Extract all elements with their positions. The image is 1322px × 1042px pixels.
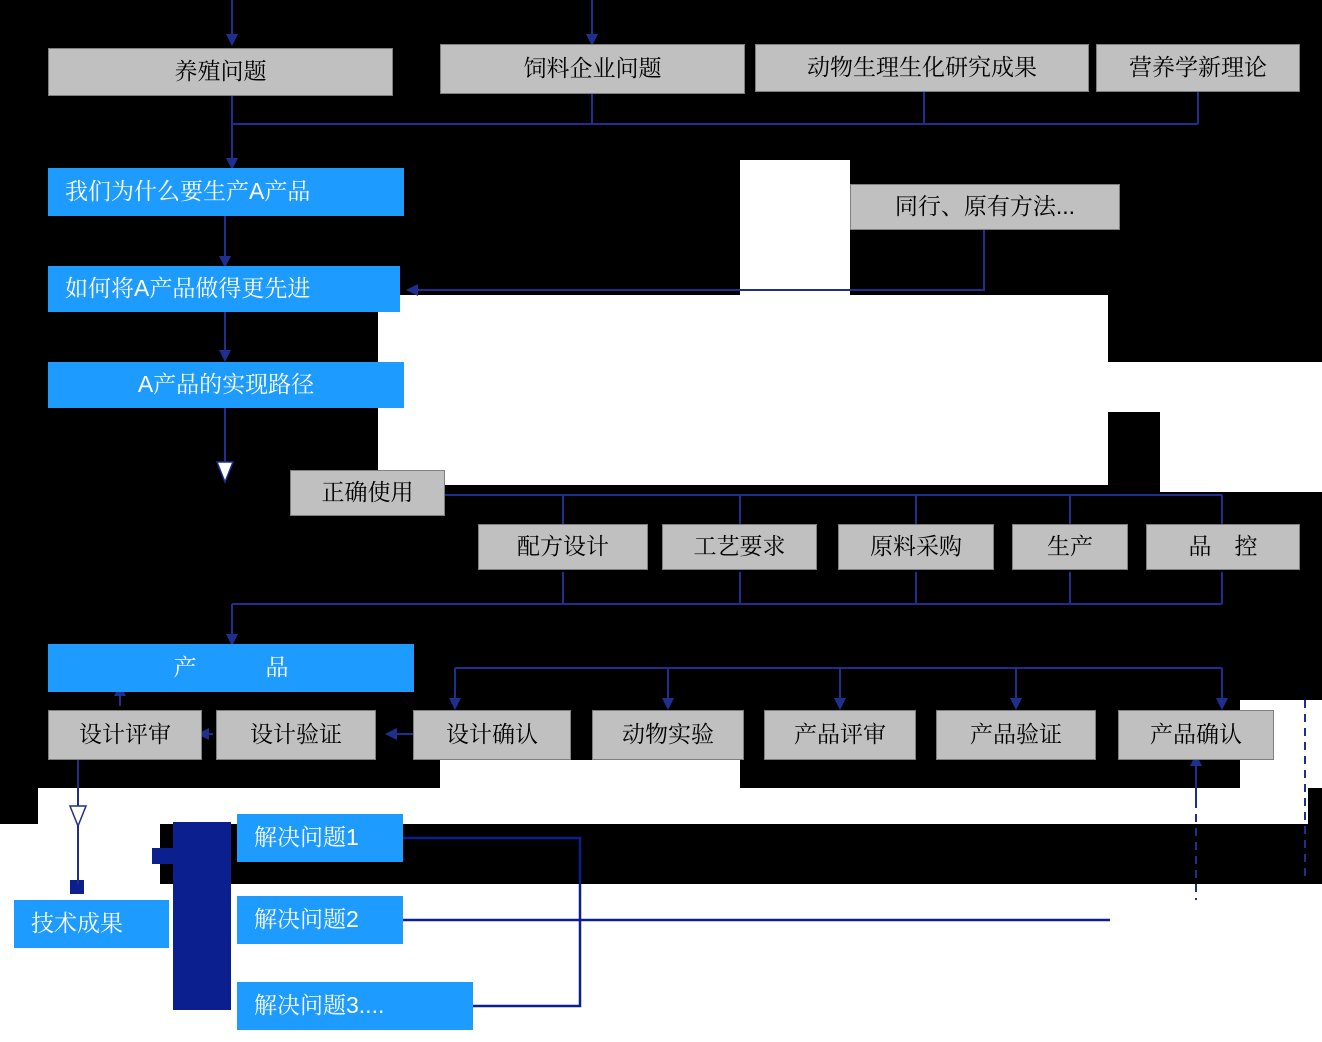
node-label: 解决问题3.... [254, 992, 385, 1019]
node-label: 技术成果 [31, 910, 123, 937]
node-label: 动物实验 [622, 721, 714, 748]
white-panel-lower-left [38, 788, 1308, 824]
bracket-panel [173, 822, 231, 1010]
node-label: 正确使用 [321, 479, 414, 506]
node-label: 同行、原有方法... [894, 193, 1076, 220]
node-breeding-problem[interactable] [48, 48, 393, 96]
node-label: 解决问题1 [254, 824, 359, 851]
node-label: 设计评审 [79, 721, 171, 748]
node-label: 设计确认 [446, 721, 538, 748]
node-production[interactable] [1012, 524, 1128, 570]
node-product-verification[interactable] [936, 710, 1096, 760]
node-solve-problem-3[interactable] [237, 982, 473, 1030]
node-label: 品 控 [1188, 533, 1258, 560]
white-panel-bottom-right [1110, 884, 1322, 1042]
node-product-review[interactable] [764, 710, 916, 760]
node-label: 如何将A产品做得更先进 [65, 275, 311, 302]
node-label: 养殖问题 [174, 58, 267, 85]
node-process-requirement[interactable] [662, 524, 817, 570]
white-panel-right-strip [1160, 362, 1322, 492]
node-label: 动物生理生化研究成果 [807, 54, 1037, 81]
node-design-confirmation[interactable] [413, 710, 571, 760]
node-label: 工艺要求 [693, 533, 786, 560]
node-label: 生产 [1047, 533, 1093, 560]
achievement-connector-dot [70, 880, 84, 894]
node-nutrition-new-theory[interactable] [1096, 44, 1300, 92]
node-a-product-path[interactable] [48, 362, 404, 408]
node-label: 原料采购 [870, 533, 962, 560]
node-label: 饲料企业问题 [523, 55, 662, 82]
node-formula-design[interactable] [478, 524, 648, 570]
node-peer-methods[interactable] [850, 184, 1120, 230]
white-panel-upper [740, 160, 850, 295]
node-design-review[interactable] [48, 710, 202, 760]
node-animal-physiology-research[interactable] [755, 44, 1089, 92]
node-label: 我们为什么要生产A产品 [65, 178, 311, 205]
node-technical-achievement[interactable] [14, 900, 169, 948]
node-quality-control[interactable] [1146, 524, 1300, 570]
node-label: 营养学新理论 [1129, 54, 1267, 81]
white-panel-bottom-band2 [440, 760, 740, 788]
node-why-produce-a[interactable] [48, 168, 404, 216]
node-label: 配方设计 [517, 533, 609, 560]
node-label: 产品验证 [970, 721, 1062, 748]
bracket-panel-notch [152, 848, 174, 864]
node-solve-problem-1[interactable] [237, 814, 403, 862]
node-design-verification[interactable] [216, 710, 376, 760]
node-feed-enterprise-problem[interactable] [440, 44, 745, 94]
node-label: 产 品 [173, 654, 289, 681]
node-label: 设计验证 [250, 721, 342, 748]
node-product[interactable] [48, 644, 414, 692]
node-label: A产品的实现路径 [137, 371, 315, 398]
node-material-purchase[interactable] [838, 524, 994, 570]
node-label: 产品评审 [794, 721, 886, 748]
white-panel-narrow [740, 420, 1108, 485]
node-correct-use[interactable] [290, 470, 445, 516]
node-label: 产品确认 [1150, 721, 1242, 748]
node-product-confirmation[interactable] [1118, 710, 1274, 760]
node-label: 解决问题2 [254, 906, 359, 933]
node-how-advance-a[interactable] [48, 266, 400, 312]
white-panel-bottom-left [0, 824, 160, 884]
node-animal-experiment[interactable] [592, 710, 744, 760]
node-solve-problem-2[interactable] [237, 896, 403, 944]
